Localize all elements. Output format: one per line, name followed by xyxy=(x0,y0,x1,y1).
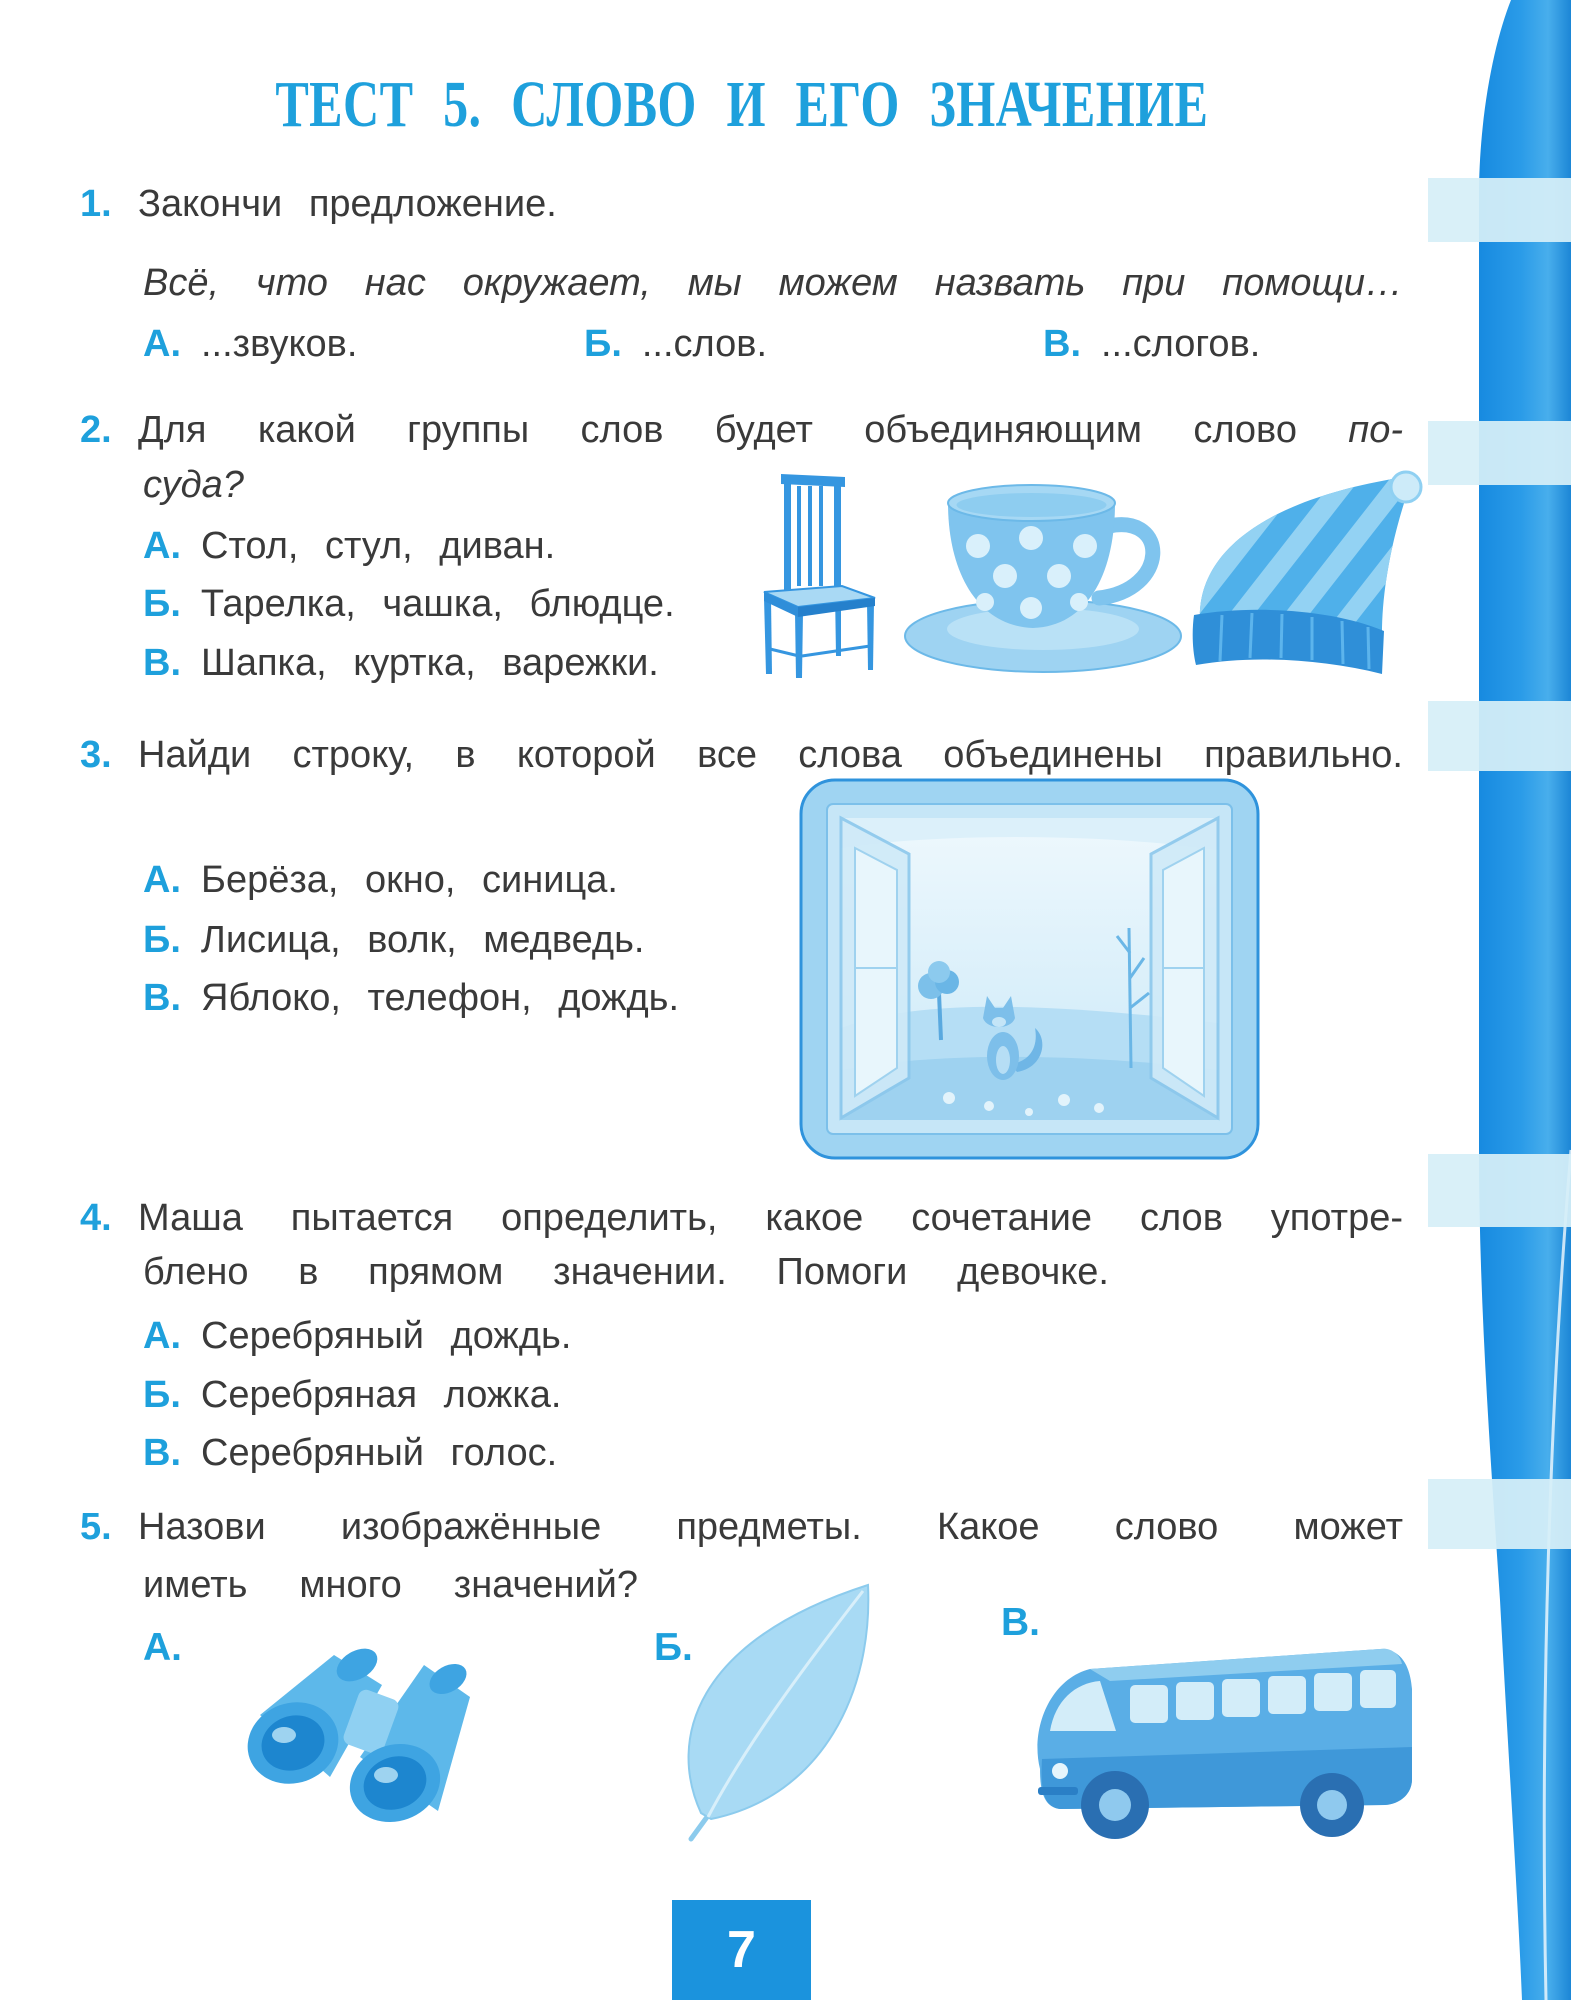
picture-label-b: Б. xyxy=(654,1626,693,1669)
question-text: Назови изображённые предметы. Какое слово может xyxy=(138,1506,1403,1548)
side-band-decoration xyxy=(1400,0,1571,2000)
option-a xyxy=(143,856,618,904)
bus-image xyxy=(1020,1619,1415,1842)
option-letter: Б. xyxy=(143,1374,181,1416)
question-prompt: Всё, что нас окружает, мы можем назвать при помощи… xyxy=(143,262,1403,304)
option-text: Лисица, волк, медведь. xyxy=(200,919,645,961)
side-tab xyxy=(1428,1479,1571,1549)
option-letter: В. xyxy=(143,977,181,1019)
option-text: Яблоко, телефон, дождь. xyxy=(201,977,680,1019)
page-number: 7 xyxy=(672,1900,811,2000)
side-tab xyxy=(1428,178,1571,242)
question-text: Маша пытается определить, какое сочетание слов употре- xyxy=(138,1197,1403,1239)
binoculars-image xyxy=(242,1645,474,1823)
option-a xyxy=(143,522,555,570)
option-text: Берёза, окно, синица. xyxy=(201,859,618,901)
side-tab xyxy=(1428,421,1571,485)
option-c xyxy=(1043,320,1260,368)
option-b xyxy=(143,580,675,628)
side-tab xyxy=(1428,1154,1571,1227)
option-b xyxy=(584,320,767,368)
question-number: 5. xyxy=(80,1506,112,1548)
page-title-container xyxy=(80,60,1403,150)
question-text: Найди строку, в которой все слова объединены правильно. xyxy=(138,734,1403,776)
question-text: Закончи предложение. xyxy=(138,183,557,225)
option-text: Серебряный голос. xyxy=(201,1432,558,1474)
option-c xyxy=(143,639,659,687)
leaf-image xyxy=(663,1581,875,1842)
option-text: ...звуков. xyxy=(201,323,358,365)
page-title: ТЕСТ 5. СЛОВО И ЕГО ЗНАЧЕНИЕ xyxy=(274,68,1208,141)
question-number: 4. xyxy=(80,1197,112,1239)
option-letter: А. xyxy=(143,859,181,901)
option-text: ...слогов. xyxy=(1101,323,1261,365)
picture-label-c: В. xyxy=(1001,1601,1040,1644)
option-text: Шапка, куртка, варежки. xyxy=(201,642,659,684)
question-text xyxy=(138,406,1403,454)
chair-image xyxy=(762,474,877,678)
question-number: 3. xyxy=(80,734,112,776)
hat-image xyxy=(1192,469,1425,676)
question-text-line2: иметь много значений? xyxy=(143,1564,638,1606)
option-c xyxy=(143,1429,557,1477)
question-text-italic: по- xyxy=(1348,409,1403,451)
option-text: ...слов. xyxy=(641,323,768,365)
option-b xyxy=(143,916,644,964)
question-number: 1. xyxy=(80,183,112,225)
side-tab xyxy=(1428,701,1571,771)
option-letter: А. xyxy=(143,1315,181,1357)
option-text: Серебряный дождь. xyxy=(201,1315,572,1357)
option-letter: Б. xyxy=(143,919,181,961)
window-scene-image xyxy=(799,778,1260,1160)
option-c xyxy=(143,974,679,1022)
option-letter: А. xyxy=(143,323,181,365)
picture-label-a: А. xyxy=(143,1626,182,1669)
cup-and-saucer-image xyxy=(903,478,1183,673)
option-b xyxy=(143,1371,561,1419)
option-text: Серебряная ложка. xyxy=(200,1374,562,1416)
option-a xyxy=(143,1312,571,1360)
option-a xyxy=(143,320,357,368)
option-letter: В. xyxy=(143,1432,181,1474)
option-letter: В. xyxy=(1043,323,1081,365)
option-text: Тарелка, чашка, блюдце. xyxy=(200,583,675,625)
option-letter: Б. xyxy=(584,323,622,365)
question-text-line2: блено в прямом значении. Помоги девочке. xyxy=(143,1251,1109,1293)
option-letter: А. xyxy=(143,525,181,567)
option-letter: В. xyxy=(143,642,181,684)
option-letter: Б. xyxy=(143,583,181,625)
question-text-main: Для какой группы слов будет объединяющим слово xyxy=(138,409,1297,451)
question-text-line2: суда? xyxy=(143,464,244,506)
question-number: 2. xyxy=(80,409,112,451)
option-text: Стол, стул, диван. xyxy=(201,525,556,567)
